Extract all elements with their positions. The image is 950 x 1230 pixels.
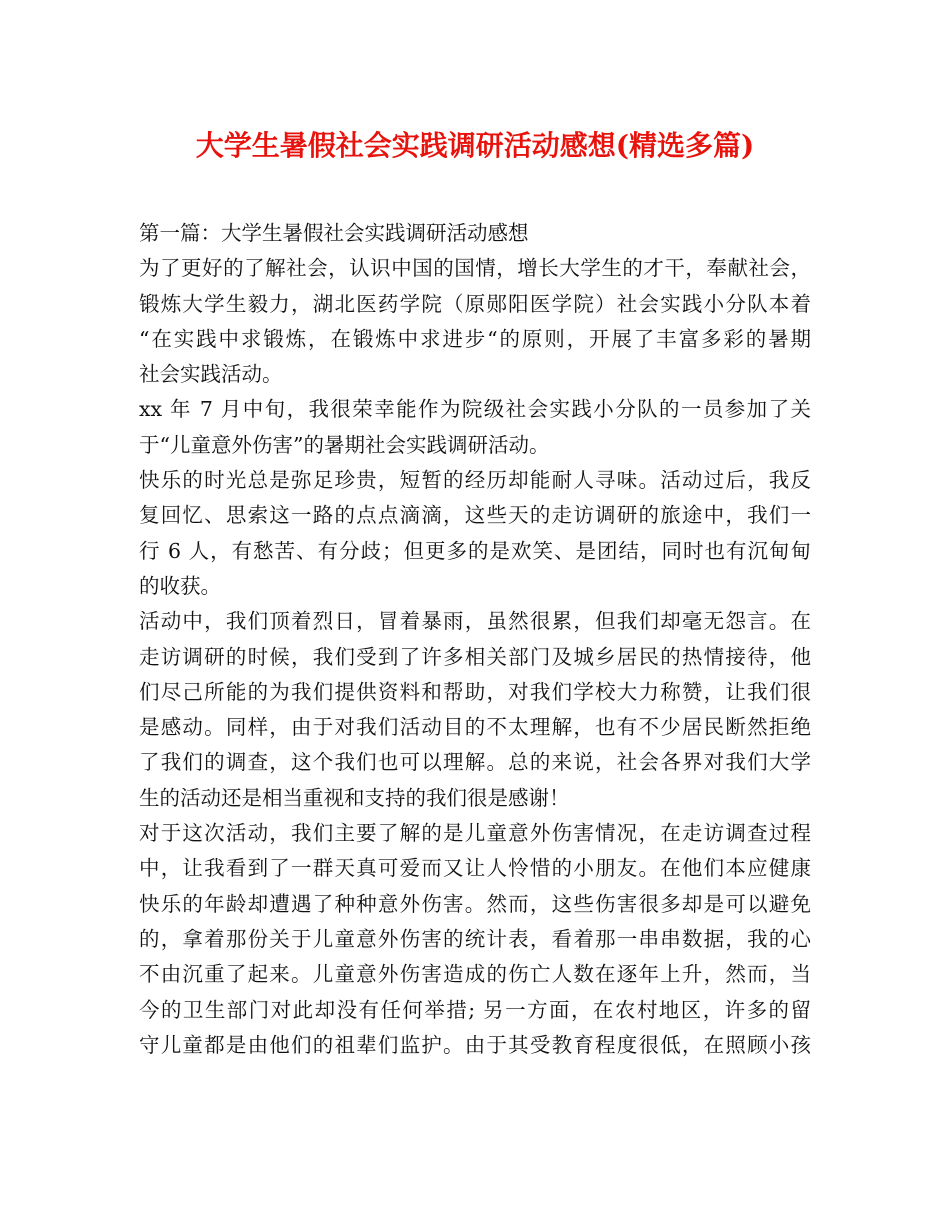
document-title: 大学生暑假社会实践调研活动感想(精选多篇) (195, 129, 755, 162)
text-line: 复回忆、思索这一路的点点滴滴，这些天的走访调研的旅途中，我们一 (139, 503, 811, 528)
text-line: 第一篇：大学生暑假社会实践调研活动感想 (139, 221, 529, 245)
text-line: 社会实践活动。 (139, 362, 283, 387)
text-line: 生的活动还是相当重视和支持的我们很是感谢！ (139, 785, 570, 810)
text-line: 活动中，我们顶着烈日，冒着暴雨，虽然很累，但我们却毫无怨言。在 (139, 609, 811, 634)
text-line: 中，让我看到了一群天真可爱而又让人怜惜的小朋友。在他们本应健康 (139, 856, 811, 881)
text-line: 了我们的调查，这个我们也可以理解。总的来说，社会各界对我们大学 (139, 750, 811, 775)
text-line: 的，拿着那份关于儿童意外伤害的统计表，看着那一串串数据，我的心 (139, 926, 811, 951)
text-line: “在实践中求锻炼，在锻炼中求进步“的原则，开展了丰富多彩的暑期 (139, 326, 811, 351)
text-line: 走访调研的时候，我们受到了许多相关部门及城乡居民的热情接待，他 (139, 644, 811, 669)
text-line: 对于这次活动，我们主要了解的是儿童意外伤害情况，在走访调查过程 (139, 821, 811, 846)
text-line: 们尽己所能的为我们提供资料和帮助，对我们学校大力称赞，让我们很 (139, 679, 811, 704)
text-line: 行 6 人，有愁苦、有分歧；但更多的是欢笑、是团结，同时也有沉甸甸 (139, 538, 811, 563)
text-line: 快乐的时光总是弥足珍贵，短暂的经历却能耐人寻味。活动过后，我反 (139, 468, 811, 493)
text-line: xx 年 7 月中旬，我很荣幸能作为院级社会实践小分队的一员参加了关 (139, 397, 811, 422)
text-line: 是感动。同样，由于对我们活动目的不太理解，也有不少居民断然拒绝 (139, 715, 811, 740)
text-line: 不由沉重了起来。儿童意外伤害造成的伤亡人数在逐年上升，然而，当 (139, 962, 811, 987)
text-line: 的收获。 (139, 573, 221, 598)
text-line: 锻炼大学生毅力，湖北医药学院（原郧阳医学院）社会实践小分队本着 (139, 291, 811, 316)
text-line: 为了更好的了解社会，认识中国的国情，增长大学生的才干，奉献社会， (139, 256, 811, 281)
text-line: 于“儿童意外伤害”的暑期社会实践调研活动。 (139, 432, 550, 457)
text-line: 守儿童都是由他们的祖辈们监护。由于其受教育程度很低，在照顾小孩 (139, 1032, 811, 1057)
document-body (139, 216, 811, 1063)
text-line: 今的卫生部门对此却没有任何举措; 另一方面，在农村地区，许多的留 (139, 997, 811, 1022)
text-line: 快乐的年龄却遭遇了种种意外伤害。然而，这些伤害很多却是可以避免 (139, 891, 811, 916)
